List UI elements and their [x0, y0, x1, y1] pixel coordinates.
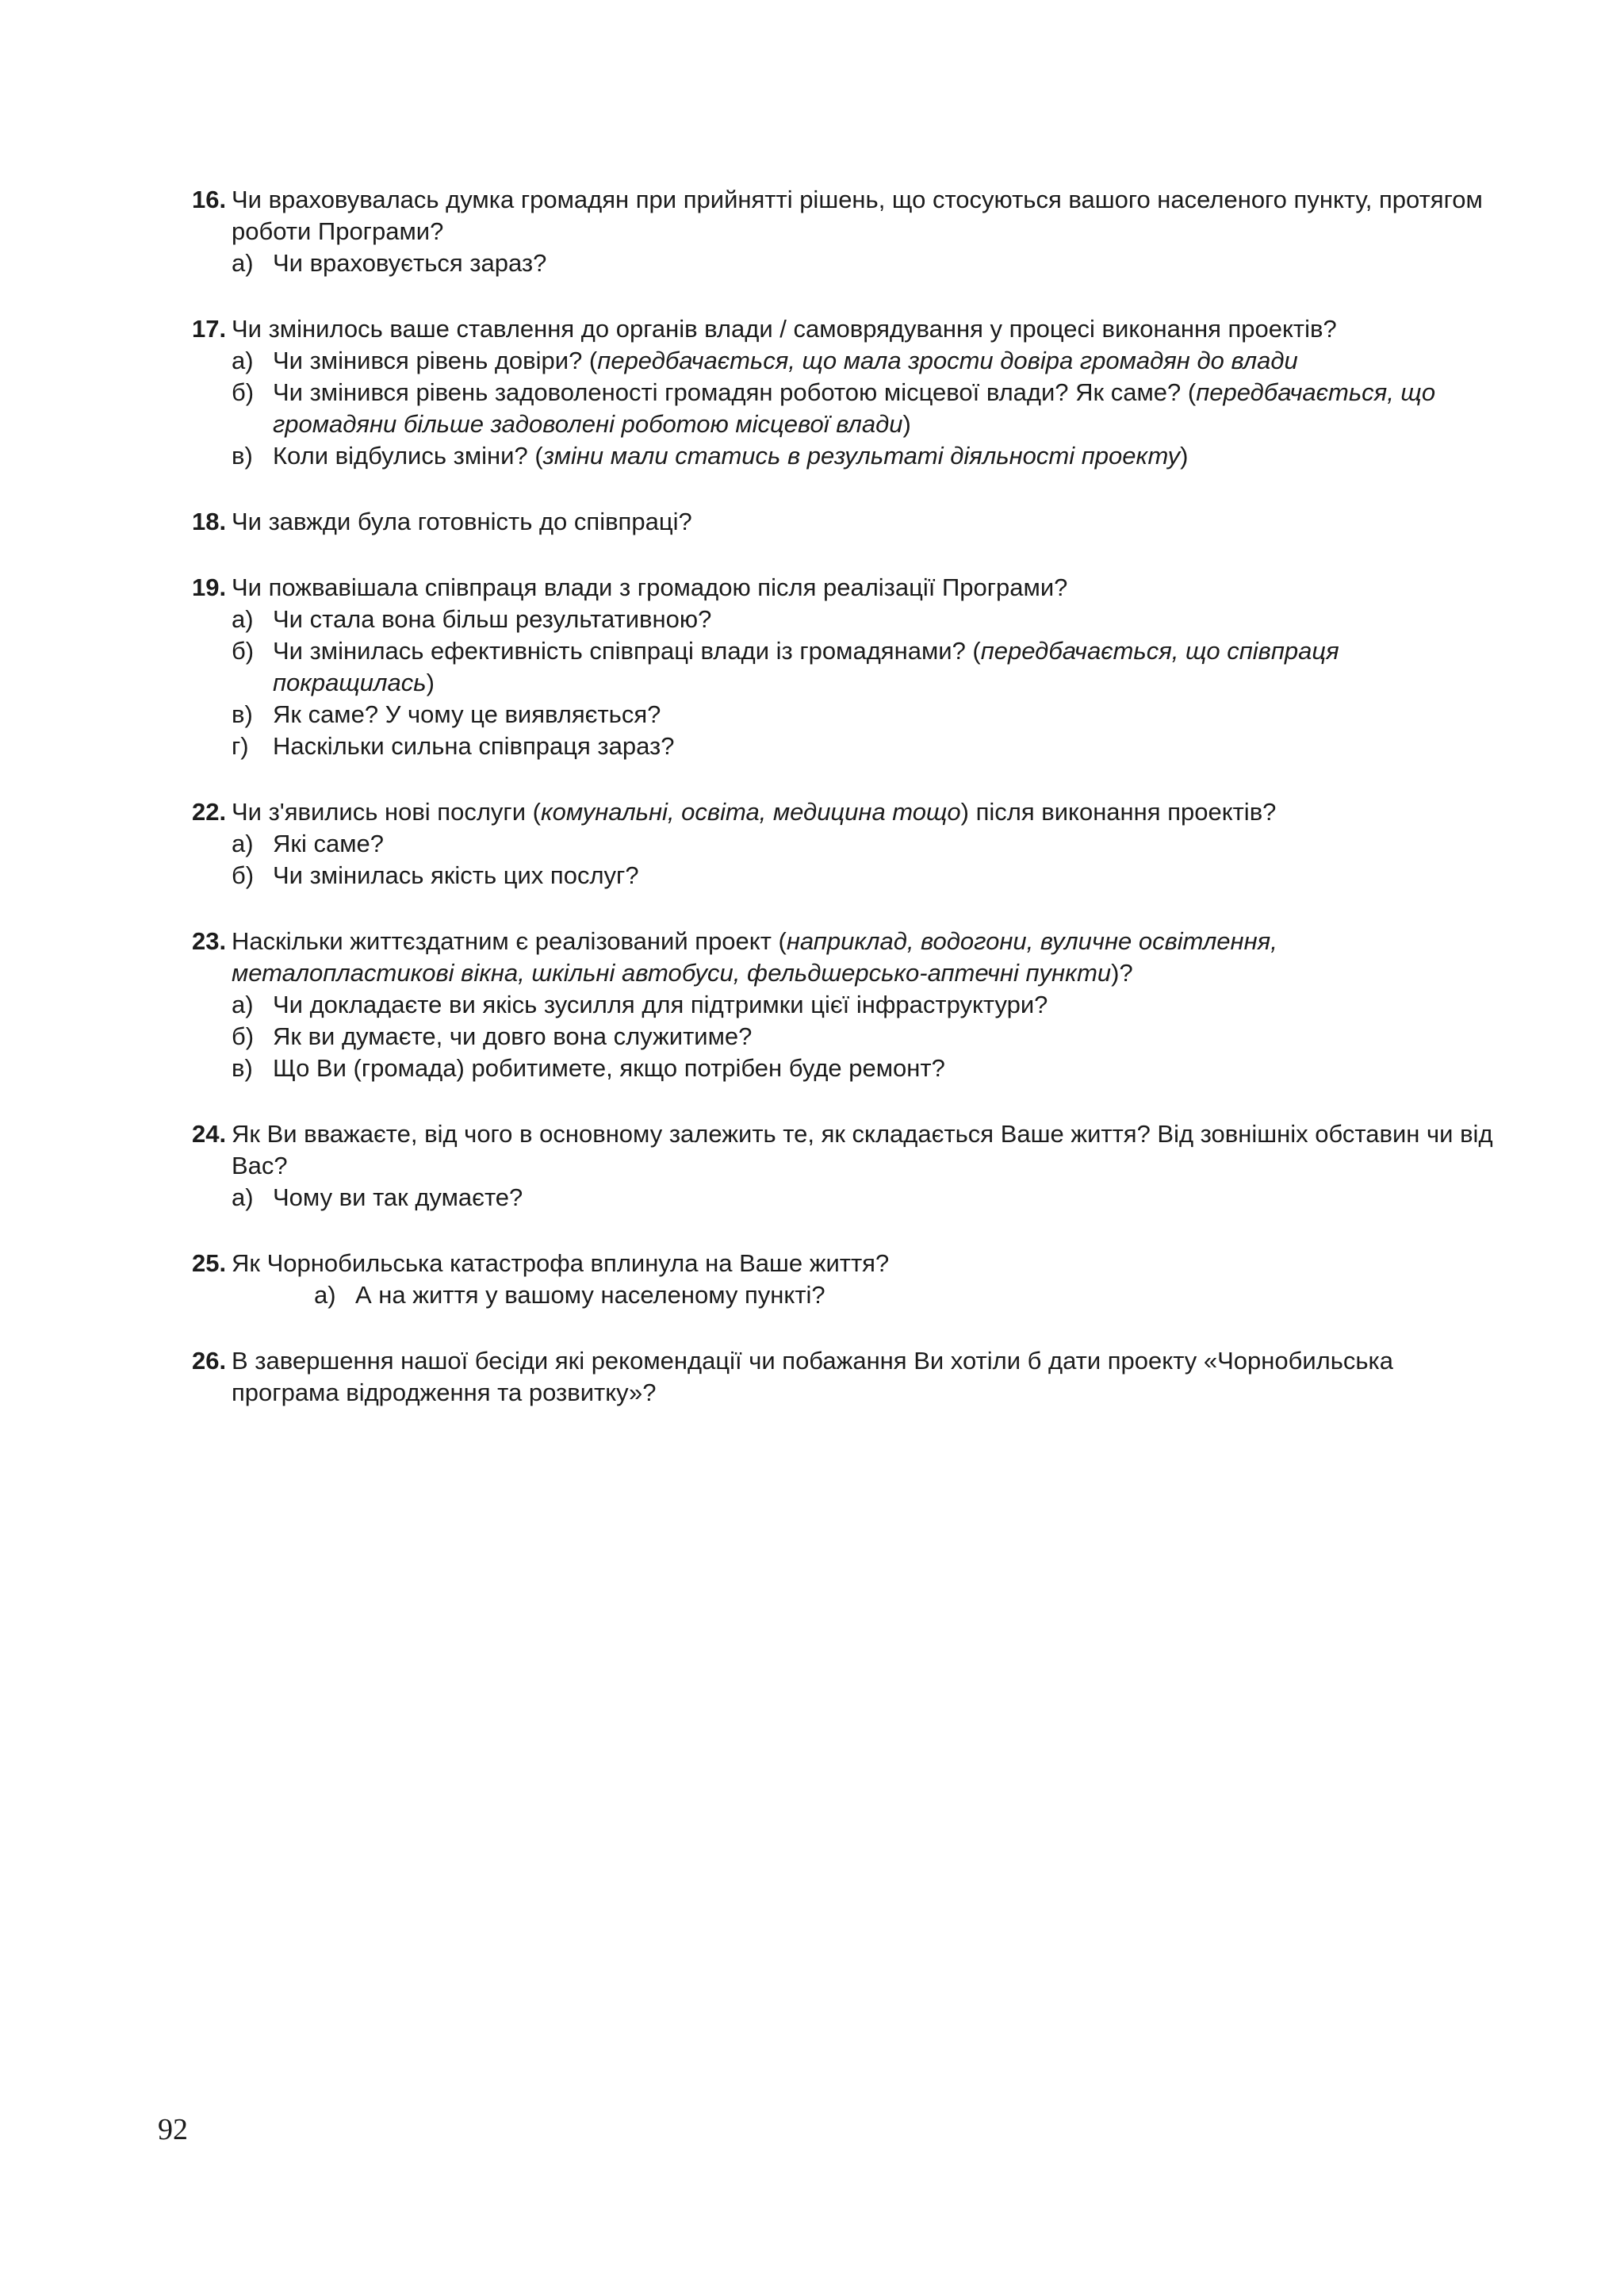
question-number: 24.: [192, 1120, 227, 1148]
text-segment: Чи змінилась якість цих послуг?: [273, 861, 639, 889]
text-segment: Як саме? У чому це виявляється?: [273, 700, 661, 728]
sub-question-text: [273, 1021, 1500, 1053]
sub-question-letter: а): [232, 347, 254, 374]
question-number: 17.: [192, 315, 227, 343]
sub-question-letter: а): [314, 1281, 336, 1309]
question-heading: [192, 796, 1500, 828]
question-number: 25.: [192, 1249, 227, 1277]
sub-question-letter: б): [232, 378, 255, 406]
sub-question-text: [273, 635, 1500, 699]
text-segment: ): [426, 669, 435, 696]
question-text: [232, 1345, 1500, 1409]
sub-question-text: [273, 377, 1500, 440]
text-segment: Чи змінилось ваше ставлення до органів влади / самоврядування у процесі виконання проектів?: [232, 315, 1337, 343]
sub-question-text: [273, 860, 1500, 892]
question-heading: [192, 184, 1500, 247]
question-number: 16.: [192, 186, 227, 213]
italic-text-segment: зміни мали статись в результаті діяльності проекту: [542, 442, 1181, 470]
question-item: [192, 1118, 1500, 1214]
question-heading: [192, 926, 1500, 989]
question-heading: [192, 1248, 1500, 1279]
sub-question-text: [355, 1279, 1500, 1311]
sub-question-letter: а): [232, 991, 254, 1018]
question-item: [192, 572, 1500, 762]
question-item: [192, 313, 1500, 472]
sub-question: [192, 345, 1500, 377]
question-text: [232, 572, 1500, 604]
question-number: 26.: [192, 1347, 227, 1375]
sub-question-letter: в): [232, 442, 253, 470]
sub-question-text: [273, 247, 1500, 279]
page-number: 92: [158, 2113, 188, 2146]
text-segment: ) після виконання проектів?: [960, 798, 1277, 826]
sub-question-letter: а): [232, 830, 254, 857]
question-item: [192, 506, 1500, 538]
sub-question: [192, 377, 1500, 440]
sub-question-letter: в): [232, 700, 253, 728]
text-segment: Чи з'явились нові послуги (: [232, 798, 541, 826]
sub-question: [192, 1021, 1500, 1053]
sub-question: [192, 828, 1500, 860]
sub-question: [192, 1182, 1500, 1214]
text-segment: Чи завжди була готовність до співпраці?: [232, 508, 692, 535]
text-segment: Що Ви (громада) робитимете, якщо потрібен буде ремонт?: [273, 1054, 945, 1082]
sub-question-letter: а): [232, 605, 254, 633]
question-text: [232, 313, 1500, 345]
text-segment: ): [1180, 442, 1189, 470]
text-segment: Наскільки сильна співпраця зараз?: [273, 732, 675, 760]
sub-question: [192, 247, 1500, 279]
text-segment: Чому ви так думаєте?: [273, 1183, 523, 1211]
text-segment: Як Чорнобильська катастрофа вплинула на Ваше життя?: [232, 1249, 890, 1277]
question-heading: [192, 313, 1500, 345]
question-text: [232, 1118, 1500, 1182]
question-text: [232, 796, 1500, 828]
text-segment: Як Ви вважаєте, від чого в основному залежить те, як складається Ваше життя? Від зовнішніх обставин чи від Вас?: [232, 1120, 1493, 1179]
sub-question: [192, 1053, 1500, 1084]
question-heading: [192, 1118, 1500, 1182]
question-item: [192, 796, 1500, 892]
text-segment: Які саме?: [273, 830, 384, 857]
question-number: 23.: [192, 927, 227, 955]
text-segment: Чи змінився рівень задоволеності громадян роботою місцевої влади? Як саме? (: [273, 378, 1197, 406]
sub-question-letter: б): [232, 637, 255, 665]
question-text: [232, 1248, 1500, 1279]
text-segment: Коли відбулись зміни? (: [273, 442, 543, 470]
text-segment: Чи змінилась ефективність співпраці влади із громадянами? (: [273, 637, 981, 665]
sub-question-text: [273, 699, 1500, 731]
sub-question-text: [273, 1053, 1500, 1084]
question-text: [232, 184, 1500, 247]
text-segment: Чи докладаєте ви якісь зусилля для підтримки цієї інфраструктури?: [273, 991, 1048, 1018]
italic-text-segment: передбачається, що мала зрости довіра громадян до влади: [597, 347, 1298, 374]
text-segment: Чи враховується зараз?: [273, 249, 547, 277]
question-text: [232, 926, 1500, 989]
question-number: 22.: [192, 798, 227, 826]
question-heading: [192, 572, 1500, 604]
sub-question-letter: б): [232, 1022, 255, 1050]
question-heading: [192, 506, 1500, 538]
text-segment: В завершення нашої бесіди які рекомендації чи побажання Ви хотіли б дати проекту «Чорнобильська програма відродження та розвитку»?: [232, 1347, 1394, 1406]
italic-text-segment: комунальні, освіта, медицина тощо: [540, 798, 961, 826]
sub-question: [192, 860, 1500, 892]
text-segment: Чи змінився рівень довіри? (: [273, 347, 598, 374]
sub-question-text: [273, 345, 1500, 377]
question-number: 19.: [192, 573, 227, 601]
sub-question: [192, 604, 1500, 635]
question-item: [192, 1345, 1500, 1409]
sub-question: [192, 989, 1500, 1021]
sub-question: [192, 440, 1500, 472]
sub-question-letter: б): [232, 861, 255, 889]
questionnaire-list: [192, 184, 1500, 1443]
italic-text-segment: наприклад, водогони, вуличне освітлення, металопластикові вікна, шкільні автобуси, фельдшерсько-аптечні пункти: [232, 927, 1277, 987]
italic-text-segment: передбачається, що співпраця покращилась: [273, 637, 1339, 696]
text-segment: Чи враховувалась думка громадян при прийнятті рішень, що стосуються вашого населеного пункту, протягом роботи Програми?: [232, 186, 1483, 245]
question-text: [232, 506, 1500, 538]
sub-question: [192, 699, 1500, 731]
italic-text-segment: передбачається, що громадяни більше задоволені роботою місцевої влади: [273, 378, 1436, 438]
sub-question-text: [273, 1182, 1500, 1214]
question-heading: [192, 1345, 1500, 1409]
text-segment: Чи стала вона більш результативною?: [273, 605, 712, 633]
sub-question-letter: в): [232, 1054, 253, 1082]
sub-question-text: [273, 828, 1500, 860]
sub-question: [192, 731, 1500, 762]
text-segment: Як ви думаєте, чи довго вона служитиме?: [273, 1022, 753, 1050]
text-segment: А на життя у вашому населеному пункті?: [355, 1281, 825, 1309]
text-segment: Наскільки життєздатним є реалізований проект (: [232, 927, 787, 955]
sub-question-text: [273, 604, 1500, 635]
sub-question-text: [273, 440, 1500, 472]
sub-question-text: [273, 731, 1500, 762]
question-item: [192, 1248, 1500, 1311]
question-number: 18.: [192, 508, 227, 535]
sub-question-letter: а): [232, 249, 254, 277]
text-segment: Чи пожвавішала співпраця влади з громадою після реалізації Програми?: [232, 573, 1068, 601]
sub-question-text: [273, 989, 1500, 1021]
text-segment: )?: [1111, 959, 1133, 987]
sub-question: [192, 1279, 1500, 1311]
question-item: [192, 926, 1500, 1084]
text-segment: ): [902, 410, 911, 438]
sub-question-letter: а): [232, 1183, 254, 1211]
sub-question-letter: г): [232, 732, 249, 760]
sub-question: [192, 635, 1500, 699]
question-item: [192, 184, 1500, 279]
